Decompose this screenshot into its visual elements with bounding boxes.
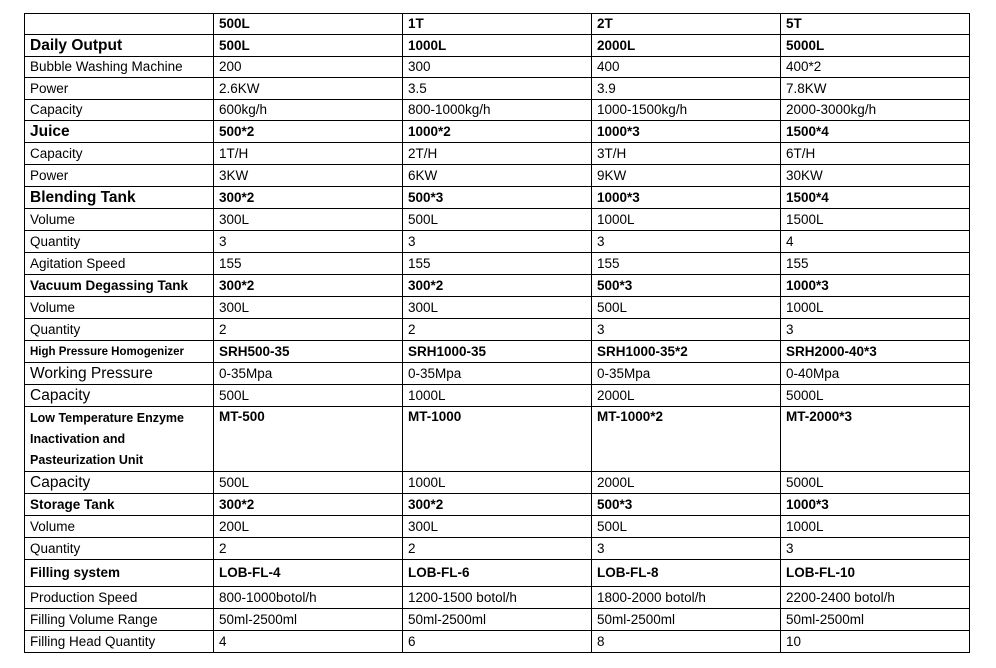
cell-power-5t: 30KW [781, 165, 970, 187]
cell-blending-tank-1t: 500*3 [403, 187, 592, 209]
cell-filling-volume-range-500l: 50ml-2500ml [214, 609, 403, 631]
row-label-filling-system: Filling system [25, 560, 214, 587]
table-header-row [25, 14, 970, 35]
table-row [25, 297, 970, 319]
cell-quantity-500l: 3 [214, 231, 403, 253]
cell-capacity-5t: 5000L [781, 472, 970, 494]
row-label-bubble-washing-machine: Bubble Washing Machine [25, 57, 214, 78]
cell-vacuum-degassing-tank-1t: 300*2 [403, 275, 592, 297]
cell-filling-volume-range-2t: 50ml-2500ml [592, 609, 781, 631]
table-row [25, 78, 970, 100]
header-cell-1t: 1T [403, 14, 592, 35]
cell-bubble-washing-machine-5t: 400*2 [781, 57, 970, 78]
cell-quantity-1t: 3 [403, 231, 592, 253]
cell-daily-output-2t: 2000L [592, 35, 781, 57]
cell-capacity-5t: 5000L [781, 385, 970, 407]
cell-high-pressure-homogenizer-2t: SRH1000-35*2 [592, 341, 781, 363]
table-row [25, 631, 970, 653]
table-row [25, 385, 970, 407]
row-label-volume: Volume [25, 297, 214, 319]
cell-vacuum-degassing-tank-2t: 500*3 [592, 275, 781, 297]
row-label-high-pressure-homogenizer: High Pressure Homogenizer [25, 341, 214, 363]
cell-low-temperature-enzyme-inactivation-and-pasteurization-unit-1t: MT-1000 [403, 407, 592, 472]
cell-quantity-2t: 3 [592, 319, 781, 341]
cell-volume-2t: 1000L [592, 209, 781, 231]
cell-capacity-500l: 500L [214, 472, 403, 494]
cell-low-temperature-enzyme-inactivation-and-pasteurization-unit-500l: MT-500 [214, 407, 403, 472]
table-row [25, 165, 970, 187]
header-cell-5t: 5T [781, 14, 970, 35]
cell-daily-output-1t: 1000L [403, 35, 592, 57]
table-row [25, 57, 970, 78]
cell-capacity-1t: 1000L [403, 385, 592, 407]
header-cell-500l: 500L [214, 14, 403, 35]
cell-capacity-2t: 2000L [592, 385, 781, 407]
table-row [25, 209, 970, 231]
row-label-capacity: Capacity [25, 100, 214, 121]
cell-high-pressure-homogenizer-500l: SRH500-35 [214, 341, 403, 363]
cell-filling-system-500l: LOB-FL-4 [214, 560, 403, 587]
cell-capacity-1t: 800-1000kg/h [403, 100, 592, 121]
cell-volume-1t: 300L [403, 297, 592, 319]
cell-volume-2t: 500L [592, 297, 781, 319]
row-label-working-pressure: Working Pressure [25, 363, 214, 385]
cell-filling-volume-range-5t: 50ml-2500ml [781, 609, 970, 631]
row-label-daily-output: Daily Output [25, 35, 214, 57]
row-label-filling-volume-range: Filling Volume Range [25, 609, 214, 631]
cell-storage-tank-2t: 500*3 [592, 494, 781, 516]
table-row [25, 319, 970, 341]
cell-blending-tank-5t: 1500*4 [781, 187, 970, 209]
cell-power-500l: 2.6KW [214, 78, 403, 100]
table-row [25, 100, 970, 121]
cell-bubble-washing-machine-1t: 300 [403, 57, 592, 78]
cell-agitation-speed-500l: 155 [214, 253, 403, 275]
table-row [25, 538, 970, 560]
cell-production-speed-2t: 1800-2000 botol/h [592, 587, 781, 609]
cell-working-pressure-5t: 0-40Mpa [781, 363, 970, 385]
row-label-juice: Juice [25, 121, 214, 143]
table-row [25, 275, 970, 297]
cell-filling-head-quantity-2t: 8 [592, 631, 781, 653]
cell-capacity-1t: 1000L [403, 472, 592, 494]
row-label-power: Power [25, 165, 214, 187]
cell-quantity-5t: 4 [781, 231, 970, 253]
cell-volume-500l: 200L [214, 516, 403, 538]
row-label-low-temperature-enzyme-inactivation-and-pasteurization-unit: Low Temperature Enzyme Inactivation and Pasteurization Unit [25, 407, 214, 472]
cell-quantity-2t: 3 [592, 231, 781, 253]
cell-quantity-5t: 3 [781, 319, 970, 341]
cell-capacity-1t: 2T/H [403, 143, 592, 165]
cell-low-temperature-enzyme-inactivation-and-pasteurization-unit-2t: MT-1000*2 [592, 407, 781, 472]
row-label-quantity: Quantity [25, 231, 214, 253]
cell-agitation-speed-1t: 155 [403, 253, 592, 275]
cell-quantity-2t: 3 [592, 538, 781, 560]
cell-production-speed-1t: 1200-1500 botol/h [403, 587, 592, 609]
cell-quantity-1t: 2 [403, 319, 592, 341]
cell-capacity-2t: 3T/H [592, 143, 781, 165]
cell-power-1t: 6KW [403, 165, 592, 187]
cell-vacuum-degassing-tank-500l: 300*2 [214, 275, 403, 297]
cell-juice-2t: 1000*3 [592, 121, 781, 143]
cell-working-pressure-500l: 0-35Mpa [214, 363, 403, 385]
cell-power-1t: 3.5 [403, 78, 592, 100]
cell-power-500l: 3KW [214, 165, 403, 187]
table-row [25, 560, 970, 587]
table-row [25, 516, 970, 538]
cell-capacity-500l: 500L [214, 385, 403, 407]
cell-daily-output-5t: 5000L [781, 35, 970, 57]
cell-power-5t: 7.8KW [781, 78, 970, 100]
cell-power-2t: 9KW [592, 165, 781, 187]
cell-capacity-2t: 1000-1500kg/h [592, 100, 781, 121]
cell-filling-head-quantity-1t: 6 [403, 631, 592, 653]
table-row [25, 143, 970, 165]
cell-filling-system-2t: LOB-FL-8 [592, 560, 781, 587]
cell-blending-tank-2t: 1000*3 [592, 187, 781, 209]
cell-juice-500l: 500*2 [214, 121, 403, 143]
header-corner-cell [25, 14, 214, 35]
cell-production-speed-5t: 2200-2400 botol/h [781, 587, 970, 609]
row-label-capacity: Capacity [25, 472, 214, 494]
cell-filling-system-5t: LOB-FL-10 [781, 560, 970, 587]
cell-juice-1t: 1000*2 [403, 121, 592, 143]
cell-quantity-500l: 2 [214, 538, 403, 560]
row-label-quantity: Quantity [25, 319, 214, 341]
cell-production-speed-500l: 800-1000botol/h [214, 587, 403, 609]
cell-working-pressure-2t: 0-35Mpa [592, 363, 781, 385]
cell-filling-volume-range-1t: 50ml-2500ml [403, 609, 592, 631]
cell-storage-tank-5t: 1000*3 [781, 494, 970, 516]
cell-quantity-1t: 2 [403, 538, 592, 560]
row-label-agitation-speed: Agitation Speed [25, 253, 214, 275]
row-label-quantity: Quantity [25, 538, 214, 560]
table-row [25, 253, 970, 275]
cell-bubble-washing-machine-500l: 200 [214, 57, 403, 78]
cell-capacity-500l: 600kg/h [214, 100, 403, 121]
row-label-storage-tank: Storage Tank [25, 494, 214, 516]
cell-capacity-5t: 6T/H [781, 143, 970, 165]
table-row [25, 187, 970, 209]
cell-agitation-speed-2t: 155 [592, 253, 781, 275]
cell-vacuum-degassing-tank-5t: 1000*3 [781, 275, 970, 297]
cell-daily-output-500l: 500L [214, 35, 403, 57]
cell-high-pressure-homogenizer-5t: SRH2000-40*3 [781, 341, 970, 363]
cell-capacity-500l: 1T/H [214, 143, 403, 165]
table-row [25, 494, 970, 516]
table-row [25, 341, 970, 363]
row-label-production-speed: Production Speed [25, 587, 214, 609]
row-label-volume: Volume [25, 209, 214, 231]
table-row [25, 407, 970, 472]
cell-filling-head-quantity-5t: 10 [781, 631, 970, 653]
cell-working-pressure-1t: 0-35Mpa [403, 363, 592, 385]
cell-capacity-5t: 2000-3000kg/h [781, 100, 970, 121]
table-row [25, 231, 970, 253]
cell-volume-5t: 1000L [781, 297, 970, 319]
cell-bubble-washing-machine-2t: 400 [592, 57, 781, 78]
cell-volume-2t: 500L [592, 516, 781, 538]
cell-capacity-2t: 2000L [592, 472, 781, 494]
cell-power-2t: 3.9 [592, 78, 781, 100]
cell-filling-system-1t: LOB-FL-6 [403, 560, 592, 587]
row-label-blending-tank: Blending Tank [25, 187, 214, 209]
row-label-power: Power [25, 78, 214, 100]
cell-volume-5t: 1000L [781, 516, 970, 538]
row-label-vacuum-degassing-tank: Vacuum Degassing Tank [25, 275, 214, 297]
table-row [25, 121, 970, 143]
cell-agitation-speed-5t: 155 [781, 253, 970, 275]
cell-volume-5t: 1500L [781, 209, 970, 231]
spec-table [24, 13, 970, 653]
cell-quantity-5t: 3 [781, 538, 970, 560]
row-label-capacity: Capacity [25, 385, 214, 407]
cell-low-temperature-enzyme-inactivation-and-pasteurization-unit-5t: MT-2000*3 [781, 407, 970, 472]
table-row [25, 363, 970, 385]
table-row [25, 472, 970, 494]
cell-volume-1t: 500L [403, 209, 592, 231]
table-row [25, 609, 970, 631]
cell-filling-head-quantity-500l: 4 [214, 631, 403, 653]
cell-blending-tank-500l: 300*2 [214, 187, 403, 209]
cell-quantity-500l: 2 [214, 319, 403, 341]
cell-storage-tank-500l: 300*2 [214, 494, 403, 516]
table-row [25, 35, 970, 57]
row-label-filling-head-quantity: Filling Head Quantity [25, 631, 214, 653]
cell-volume-500l: 300L [214, 297, 403, 319]
header-cell-2t: 2T [592, 14, 781, 35]
row-label-volume: Volume [25, 516, 214, 538]
cell-volume-500l: 300L [214, 209, 403, 231]
cell-juice-5t: 1500*4 [781, 121, 970, 143]
cell-storage-tank-1t: 300*2 [403, 494, 592, 516]
cell-volume-1t: 300L [403, 516, 592, 538]
cell-high-pressure-homogenizer-1t: SRH1000-35 [403, 341, 592, 363]
row-label-capacity: Capacity [25, 143, 214, 165]
table-row [25, 587, 970, 609]
